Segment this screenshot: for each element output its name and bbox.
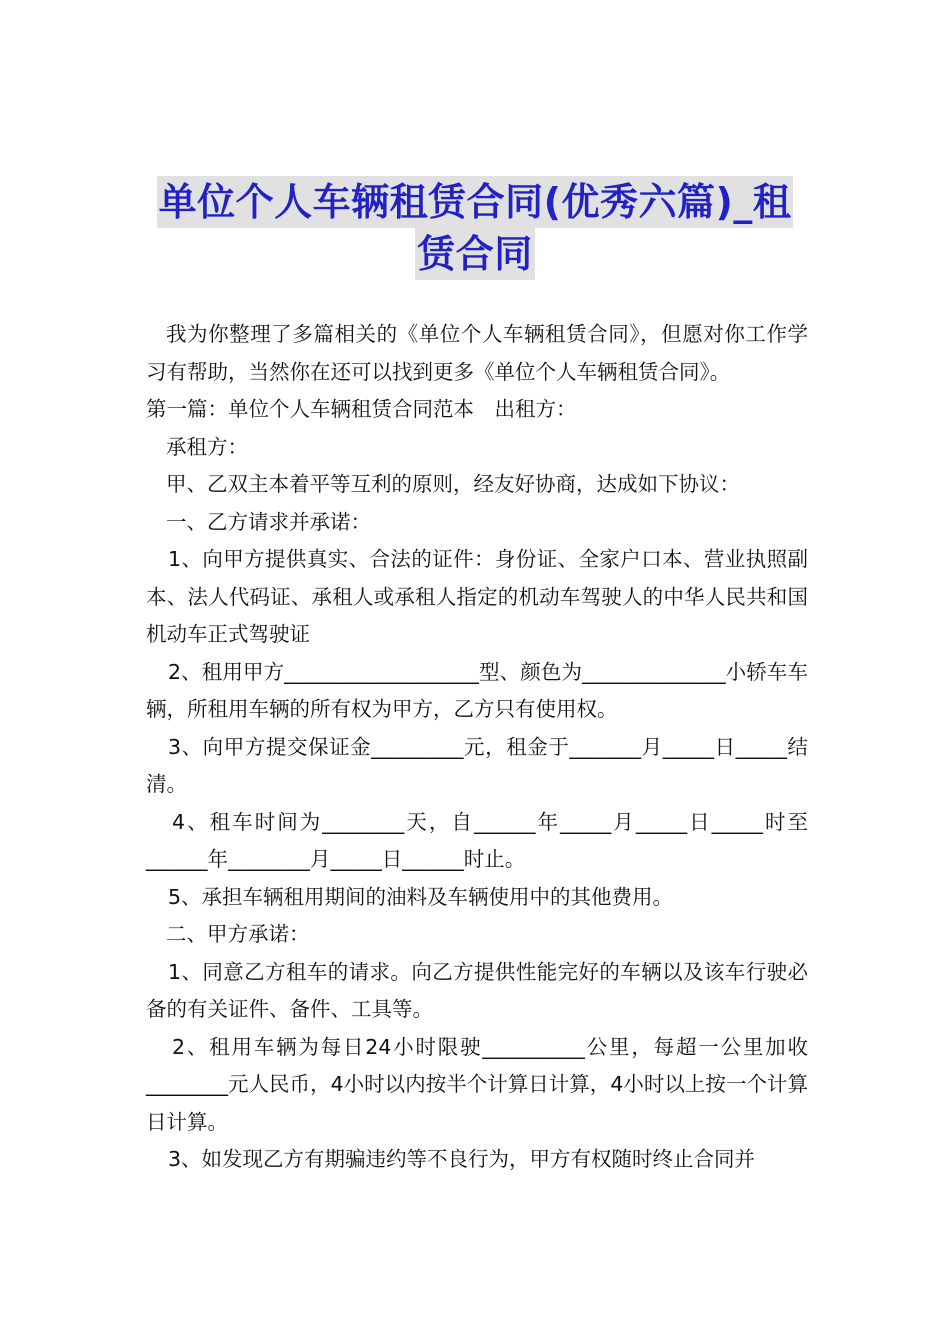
party-b-heading: 一、乙方请求并承诺： bbox=[166, 509, 371, 534]
agreement-preamble: 甲、乙双主本着平等互利的原则，经友好协商，达成如下协议： bbox=[166, 472, 740, 496]
lessee-line: 承租方： bbox=[166, 434, 248, 459]
party-a-clause-1: 1、同意乙方租车的请求。向乙方提供性能完好的车辆以及该车行驶必备的有关证件、备件、工具等。 bbox=[146, 959, 808, 1021]
party-a-clause-2: 2、租用车辆为每日24小时限驶__________公里，每超一公里加收________元人民币，4小时以内按半个计算日计算，4小时以上按一个计算日计算。 bbox=[146, 1034, 808, 1134]
title-line-2: 赁合同 bbox=[415, 228, 535, 280]
intro-paragraph: 我为你整理了多篇相关的《单位个人车辆租赁合同》，但愿对你工作学习有帮助，当然你在还可以找到更多《单位个人车辆租赁合同》。 bbox=[146, 322, 808, 384]
party-a-heading: 二、甲方承诺： bbox=[166, 922, 310, 946]
party-b-clause-3: 3、向甲方提交保证金_________元，租金于_______月_____日_____结清。 bbox=[146, 734, 808, 796]
party-a-clause-3: 3、如发现乙方有期骗违约等不良行为，甲方有权随时终止合同并 bbox=[168, 1147, 756, 1171]
section-heading-first: 第一篇：单位个人车辆租赁合同范本 出租方： bbox=[146, 397, 577, 421]
document-title bbox=[140, 176, 810, 280]
party-b-clause-1: 1、向甲方提供真实、合法的证件：身份证、全家户口本、营业执照副本、法人代码证、承租人或承租人指定的机动车驾驶人的中华人民共和国机动车正式驾驶证 bbox=[146, 547, 808, 646]
title-line-1: 单位个人车辆租赁合同(优秀六篇)_租 bbox=[157, 176, 794, 228]
document-body bbox=[146, 316, 808, 1179]
party-b-clause-4: 4、租车时间为________天，自______年_____月_____日_____时至______年________月_____日______时止。 bbox=[146, 809, 808, 871]
party-b-clause-5: 5、承担车辆租用期间的油料及车辆使用中的其他费用。 bbox=[168, 884, 674, 909]
party-b-clause-2: 2、租用甲方___________________型、颜色为______________小轿车车辆，所租用车辆的所有权为甲方，乙方只有使用权。 bbox=[146, 659, 808, 721]
